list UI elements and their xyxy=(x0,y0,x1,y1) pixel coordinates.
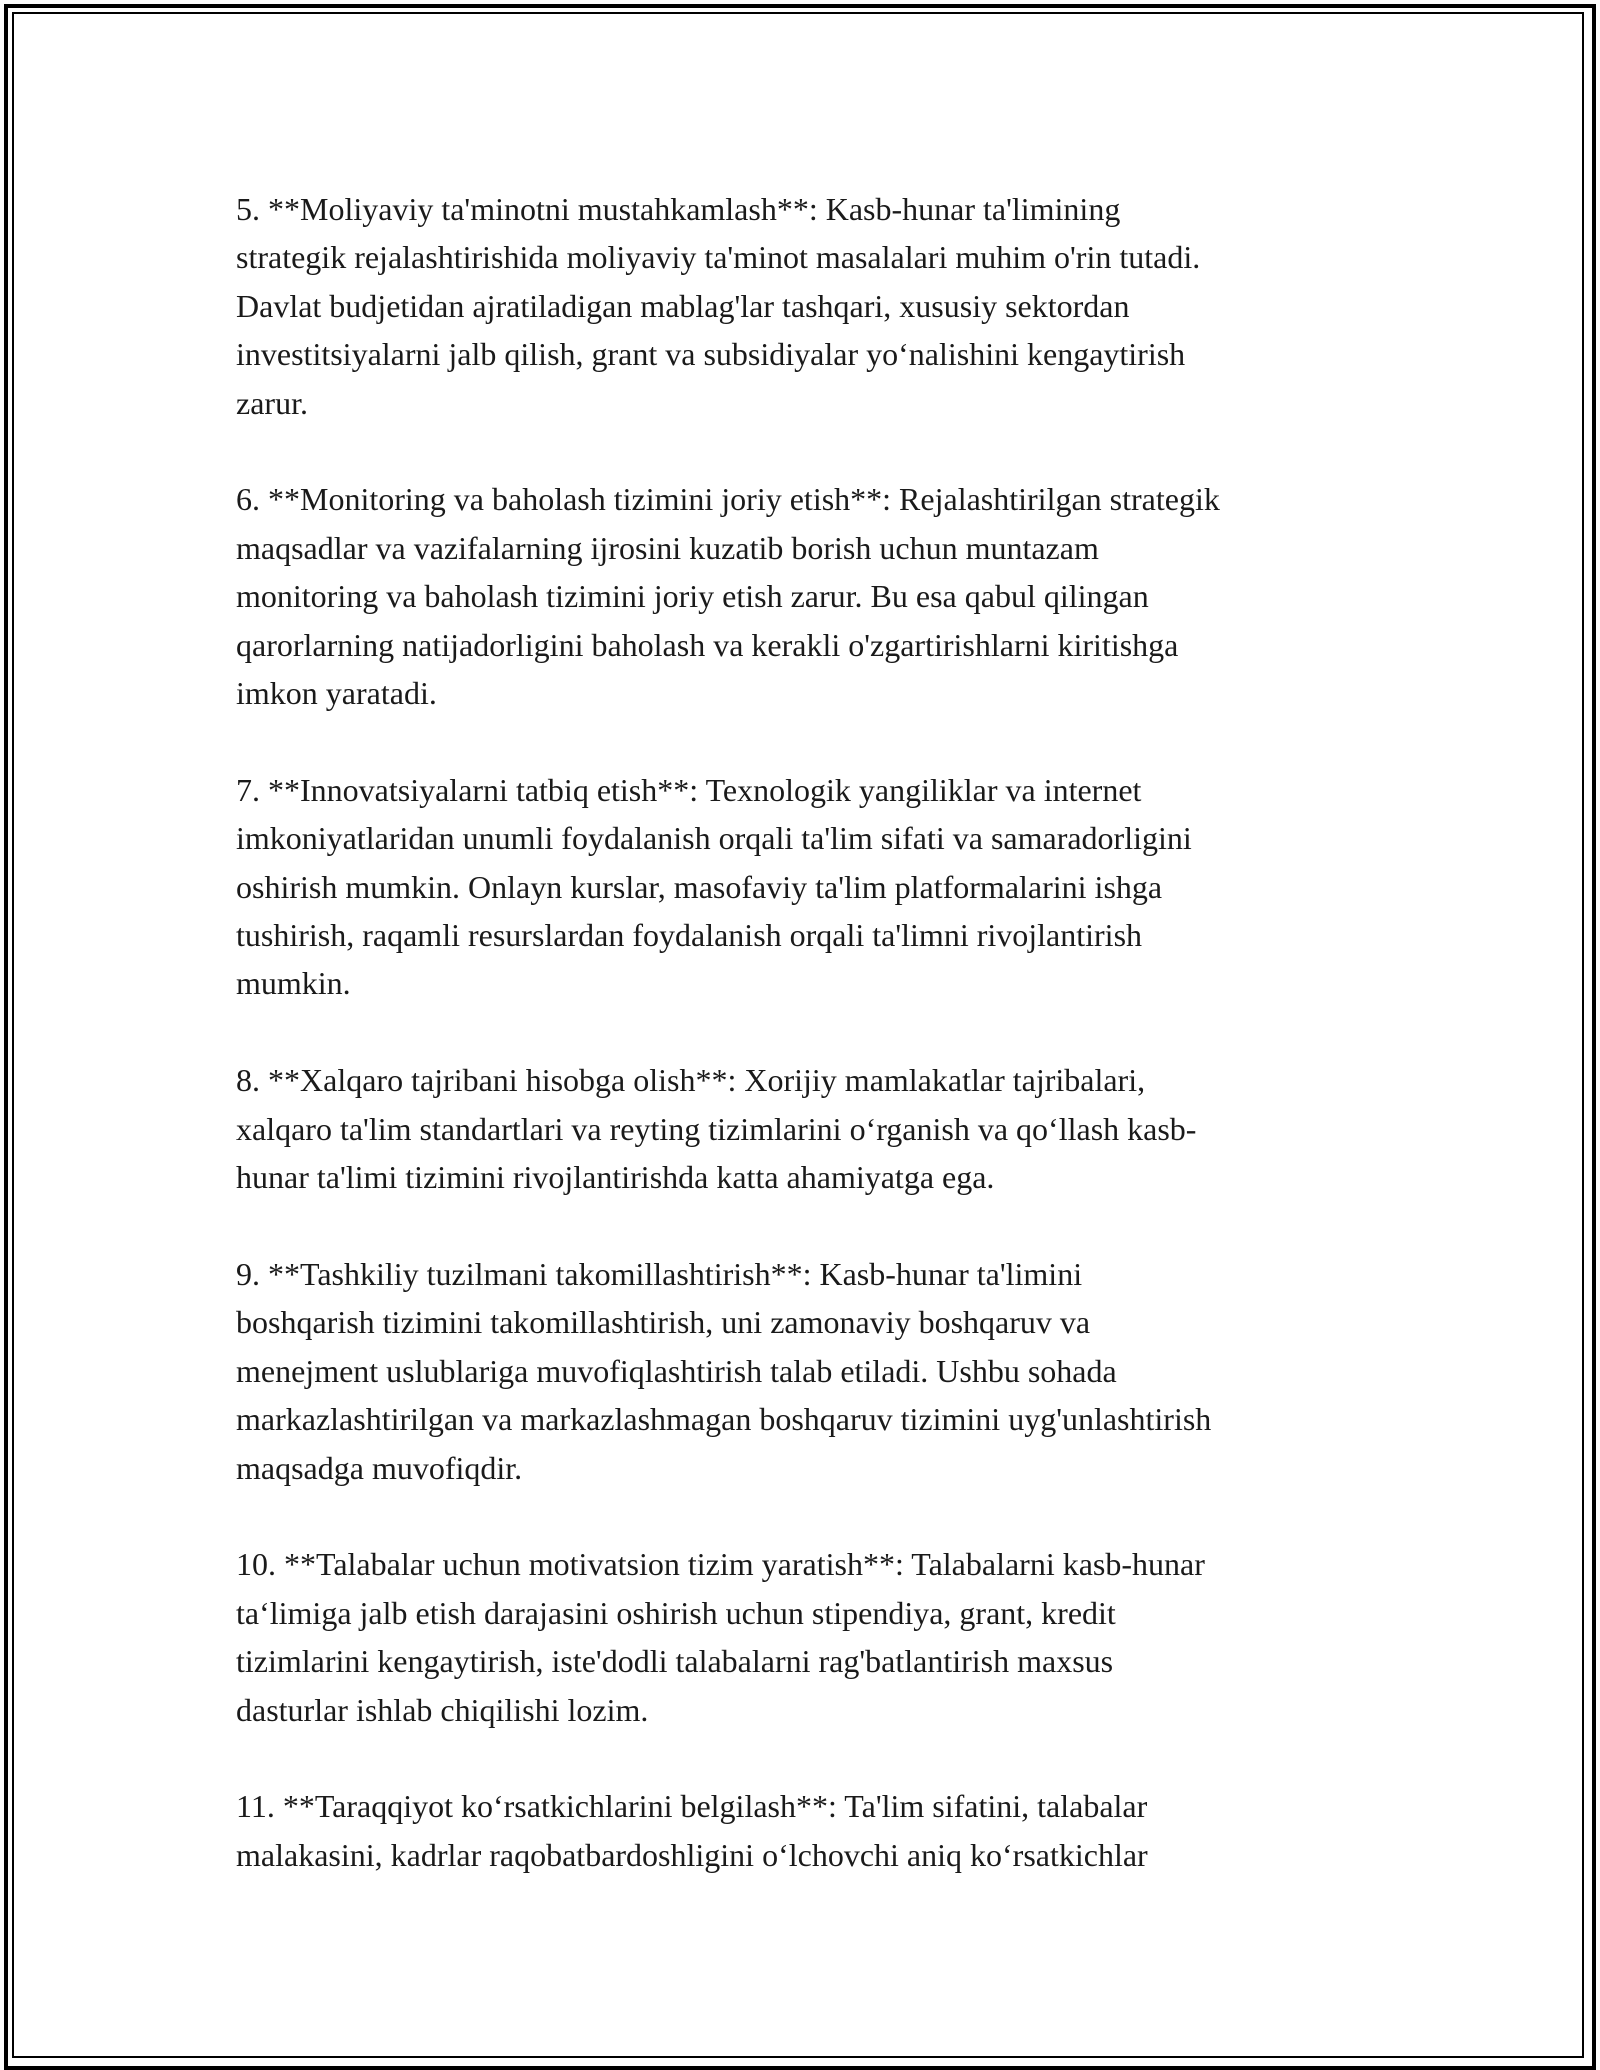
text-line: malakasini, kadrlar raqobatbardoshligini o‘lchovchi aniq ko‘rsatkichlar xyxy=(236,1836,1148,1873)
text-line: zarur. xyxy=(236,384,308,421)
text-line: Davlat budjetidan ajratiladigan mablag'lar tashqari, xususiy sektordan xyxy=(236,287,1130,324)
text-line: 7. **Innovatsiyalarni tatbiq etish**: Texnologik yangiliklar va internet xyxy=(236,771,1142,808)
paragraph-item-10 xyxy=(236,1540,1366,1734)
text-line: investitsiyalarni jalb qilish, grant va subsidiyalar yo‘nalishini kengaytirish xyxy=(236,336,1186,373)
document-body xyxy=(236,185,1366,1928)
text-line: boshqarish tizimini takomillashtirish, uni zamonaviy boshqaruv va xyxy=(236,1304,1091,1341)
text-line: 11. **Taraqqiyot ko‘rsatkichlarini belgilash**: Ta'lim sifatini, talabalar xyxy=(236,1788,1148,1825)
text-line: tushirish, raqamli resurslardan foydalanish orqali ta'limni rivojlantirish xyxy=(236,917,1143,954)
paragraph-item-5 xyxy=(236,185,1366,427)
text-line: 5. **Moliyaviy ta'minotni mustahkamlash**: Kasb-hunar ta'limining xyxy=(236,191,1121,227)
text-line: strategik rejalashtirishida moliyaviy ta'minot masalalari muhim o'rin tutadi. xyxy=(236,239,1201,276)
text-line: 10. **Talabalar uchun motivatsion tizim yaratish**: Talabalarni kasb-hunar xyxy=(236,1546,1205,1583)
paragraph-item-11 xyxy=(236,1782,1366,1879)
text-line: hunar ta'limi tizimini rivojlantirishda katta ahamiyatga ega. xyxy=(236,1159,995,1196)
text-line: 6. **Monitoring va baholash tizimini joriy etish**: Rejalashtirilgan strategik xyxy=(236,481,1220,518)
text-line: tizimlarini kengaytirish, iste'dodli talabalarni rag'batlantirish maxsus xyxy=(236,1643,1114,1680)
text-line: qarorlarning natijadorligini baholash va kerakli o'zgartirishlarni kiritishga xyxy=(236,626,1179,663)
text-line: maqsadga muvofiqdir. xyxy=(236,1449,523,1486)
paragraph-item-9 xyxy=(236,1250,1366,1492)
text-line: markazlashtirilgan va markazlashmagan boshqaruv tizimini uyg'unlashtirish xyxy=(236,1401,1212,1438)
text-line: 9. **Tashkiliy tuzilmani takomillashtirish**: Kasb-hunar ta'limini xyxy=(236,1255,1083,1292)
paragraph-item-7 xyxy=(236,766,1366,1008)
text-line: ta‘limiga jalb etish darajasini oshirish uchun stipendiya, grant, kredit xyxy=(236,1594,1116,1631)
text-line: oshirish mumkin. Onlayn kurslar, masofaviy ta'lim platformalarini ishga xyxy=(236,868,1163,905)
text-line: imkoniyatlaridan unumli foydalanish orqali ta'lim sifati va samaradorligini xyxy=(236,820,1192,857)
text-line: monitoring va baholash tizimini joriy etish zarur. Bu esa qabul qilingan xyxy=(236,578,1149,615)
text-line: menejment uslublariga muvofiqlashtirish talab etiladi. Ushbu sohada xyxy=(236,1352,1117,1389)
text-line: mumkin. xyxy=(236,965,351,1002)
text-line: 8. **Xalqaro tajribani hisobga olish**: Xorijiy mamlakatlar tajribalari, xyxy=(236,1062,1146,1099)
text-line: xalqaro ta'lim standartlari va reyting tizimlarini o‘rganish va qo‘llash kasb- xyxy=(236,1110,1197,1147)
text-line: dasturlar ishlab chiqilishi lozim. xyxy=(236,1691,649,1728)
text-line: imkon yaratadi. xyxy=(236,675,437,712)
text-line: maqsadlar va vazifalarning ijrosini kuzatib borish uchun muntazam xyxy=(236,529,1099,566)
paragraph-item-6 xyxy=(236,475,1366,717)
paragraph-item-8 xyxy=(236,1056,1366,1201)
